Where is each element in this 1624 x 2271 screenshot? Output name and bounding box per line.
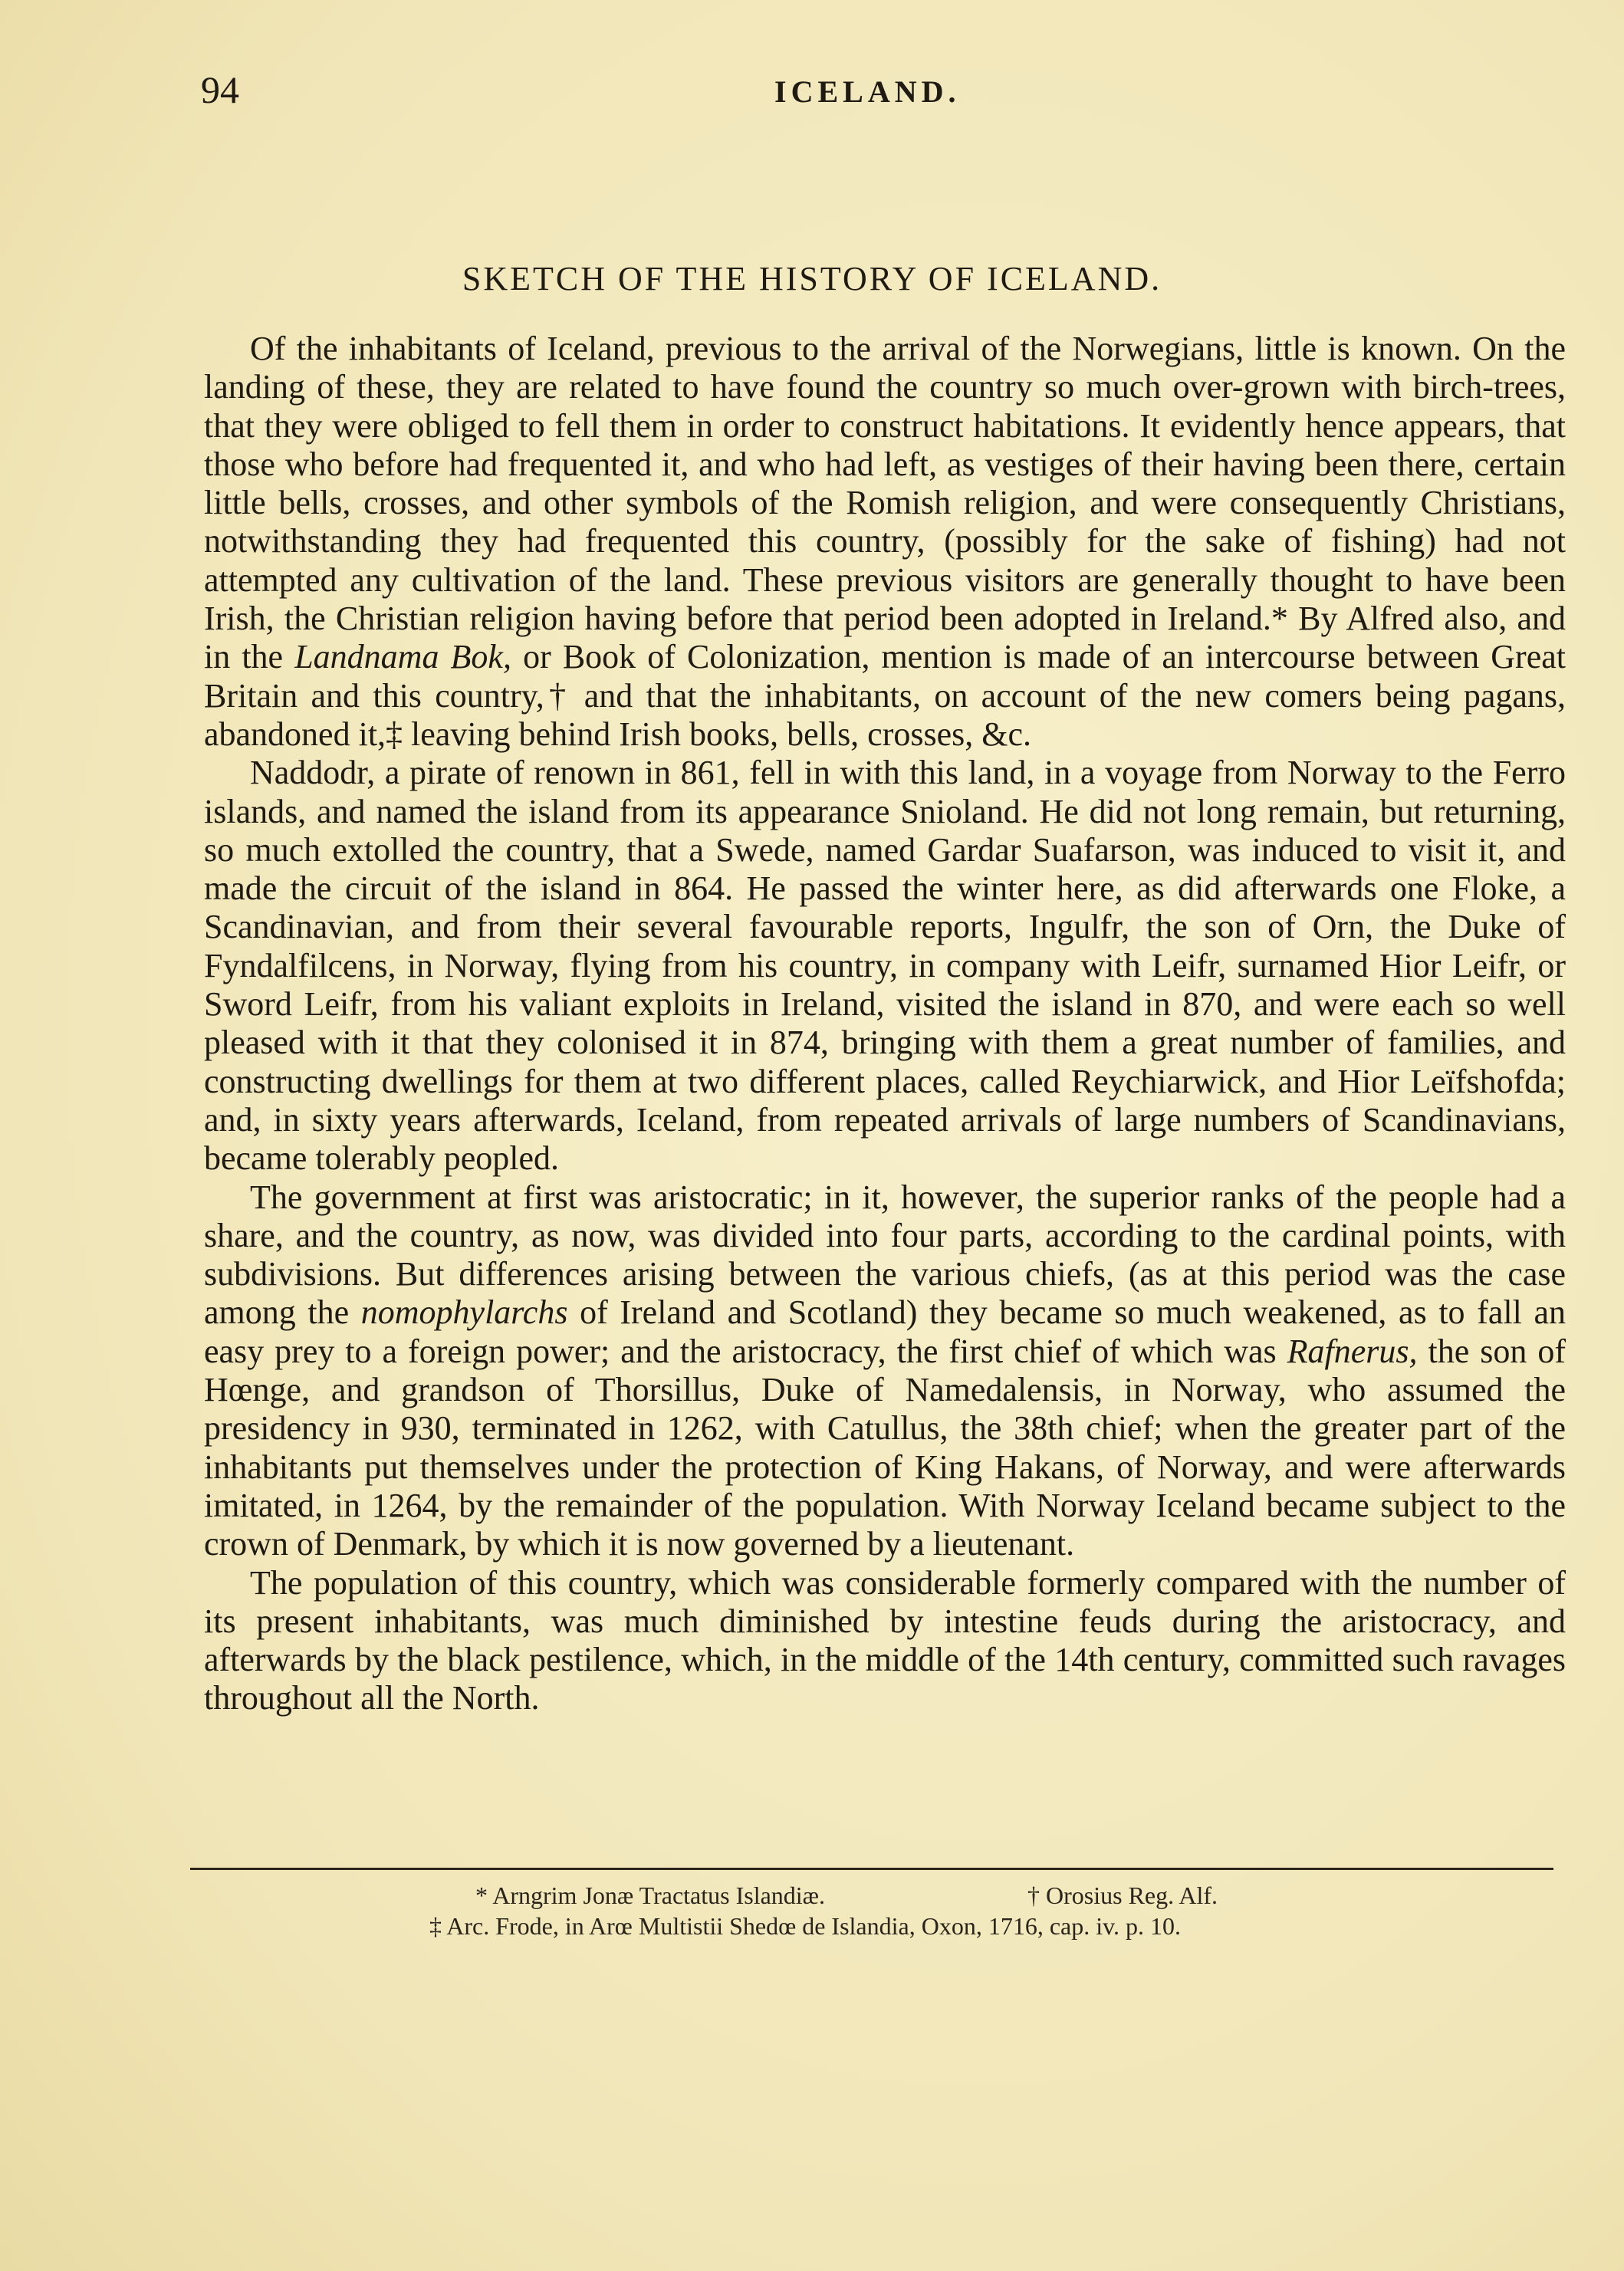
paragraph-1 [204, 330, 1566, 754]
p1-text-c: or Book of Colonization, mention is made of an intercourse between Great Britain and this country, [204, 638, 1566, 715]
p1-text-b: * By Alfred also, and in the [204, 600, 1566, 676]
paragraph-3 [204, 1178, 1566, 1564]
p1-text-d: † and that the inhabitants, on account of the new comers being pagans, abandoned it, [204, 676, 1566, 753]
body-text [204, 330, 1566, 1718]
p3-text-a: The government at first was aristocratic; in it, however, the superior ranks of the people had a share, and the country, as now, was divided into four parts, according to the cardinal points, with subdivisions. But differences arising between the various chiefs, (as at this period was the case among the [204, 1178, 1566, 1332]
paragraph-2: Naddodr, a pirate of renown in 861, fell in with this land, in a voyage from Norway to the Ferro islands, and named the island from its appearance Snioland. He did not long remain, but returning, so much extolled the country, that a Swede, named Gardar Suafarson, was induced to visit it, and made the circuit of the island in 864. He passed the winter here, as did afterwards one Floke, a Scandinavian, and from their several favourable reports, Ingulfr, the son of Orn, the Duke of Fyndalfilcens, in Norway, flying from his country, in company with Leifr, surnamed Hior Leifr, or Sword Leifr, from his valiant exploits in Ireland, visited the island in 870, and were each so well pleased with it that they colonised it in 874, bringing with them a great number of families, and constructing dwellings for them at two different places, called Reychiarwick, and Hior Leïfshofda; and, in sixty years afterwards, Iceland, from repeated arrivals of large numbers of Scandinavians, became tolerably peopled. [204, 754, 1566, 1178]
landnama-bok-title: Landnama Bok, [294, 638, 511, 676]
p1-text-a: Of the inhabitants of Iceland, previous to the arrival of the Norwegians, little is known. On the landing of these, they are related to have found the country so much over-grown with birch-trees, that they were obliged to fell them in order to construct habitations. It evidently hence appears, that those who before had frequented it, and who had left, as vestiges of their having been there, certain little bells, crosses, and other symbols of the Romish religion, and were consequently Christians, notwithstanding they had frequented this country, (possibly for the sake of fishing) had not attempted any cultivation of the land. These previous visitors are generally thought to have been Irish, the Christian religion having before that period been adopted in Ireland. [204, 330, 1566, 638]
footnote-divider [190, 1868, 1553, 1870]
p1-text-e: ‡ leaving behind Irish books, bells, crosses, &c. [386, 715, 1032, 753]
rafnerus-name: Rafnerus, [1287, 1332, 1418, 1370]
running-header [0, 67, 1624, 113]
running-title: ICELAND. [774, 74, 961, 109]
footnotes [429, 1880, 1380, 1941]
page-number: 94 [201, 68, 239, 111]
footnote-orosius: † Orosius Reg. Alf. [1027, 1882, 1218, 1909]
paragraph-4: The population of this country, which was considerable formerly compared with the number of its present inhabitants, was much diminished by intestine feuds during the aristocracy, and afterwards by the black pestilence, which, in the middle of the 14th century, committed such ravages throughout all the North. [204, 1563, 1566, 1717]
chapter-title: SKETCH OF THE HISTORY OF ICELAND. [462, 260, 1162, 297]
p3-text-b: of Ireland and Scotland) they became so much weakened, as to fall an easy prey to a foreign power; and the aristocracy, the first chief of which was [204, 1293, 1566, 1370]
footnote-frode: ‡ Arc. Frode, in Arœ Multistii Shedœ de Islandia, Oxon, 1716, cap. iv. p. 10. [429, 1912, 1182, 1940]
p3-text-c: the son of Hœnge, and grandson of Thorsillus, Duke of Namedalensis, in Norway, who assumed the presidency in 930, terminated in 1262, with Catullus, the 38th chief; when the greater part of the inhabitants put themselves under the protection of King Hakans, of Norway, and were afterwards imitated, in 1264, by the remainder of the population. With Norway Iceland became subject to the crown of Denmark, by which it is now governed by a lieutenant. [204, 1332, 1566, 1563]
nomophylarchs-term: nomophylarchs [360, 1293, 568, 1332]
footnote-line-1 [429, 1880, 1380, 1911]
footnote-arngrim: * Arngrim Jonæ Tractatus Islandiæ. [475, 1882, 826, 1909]
